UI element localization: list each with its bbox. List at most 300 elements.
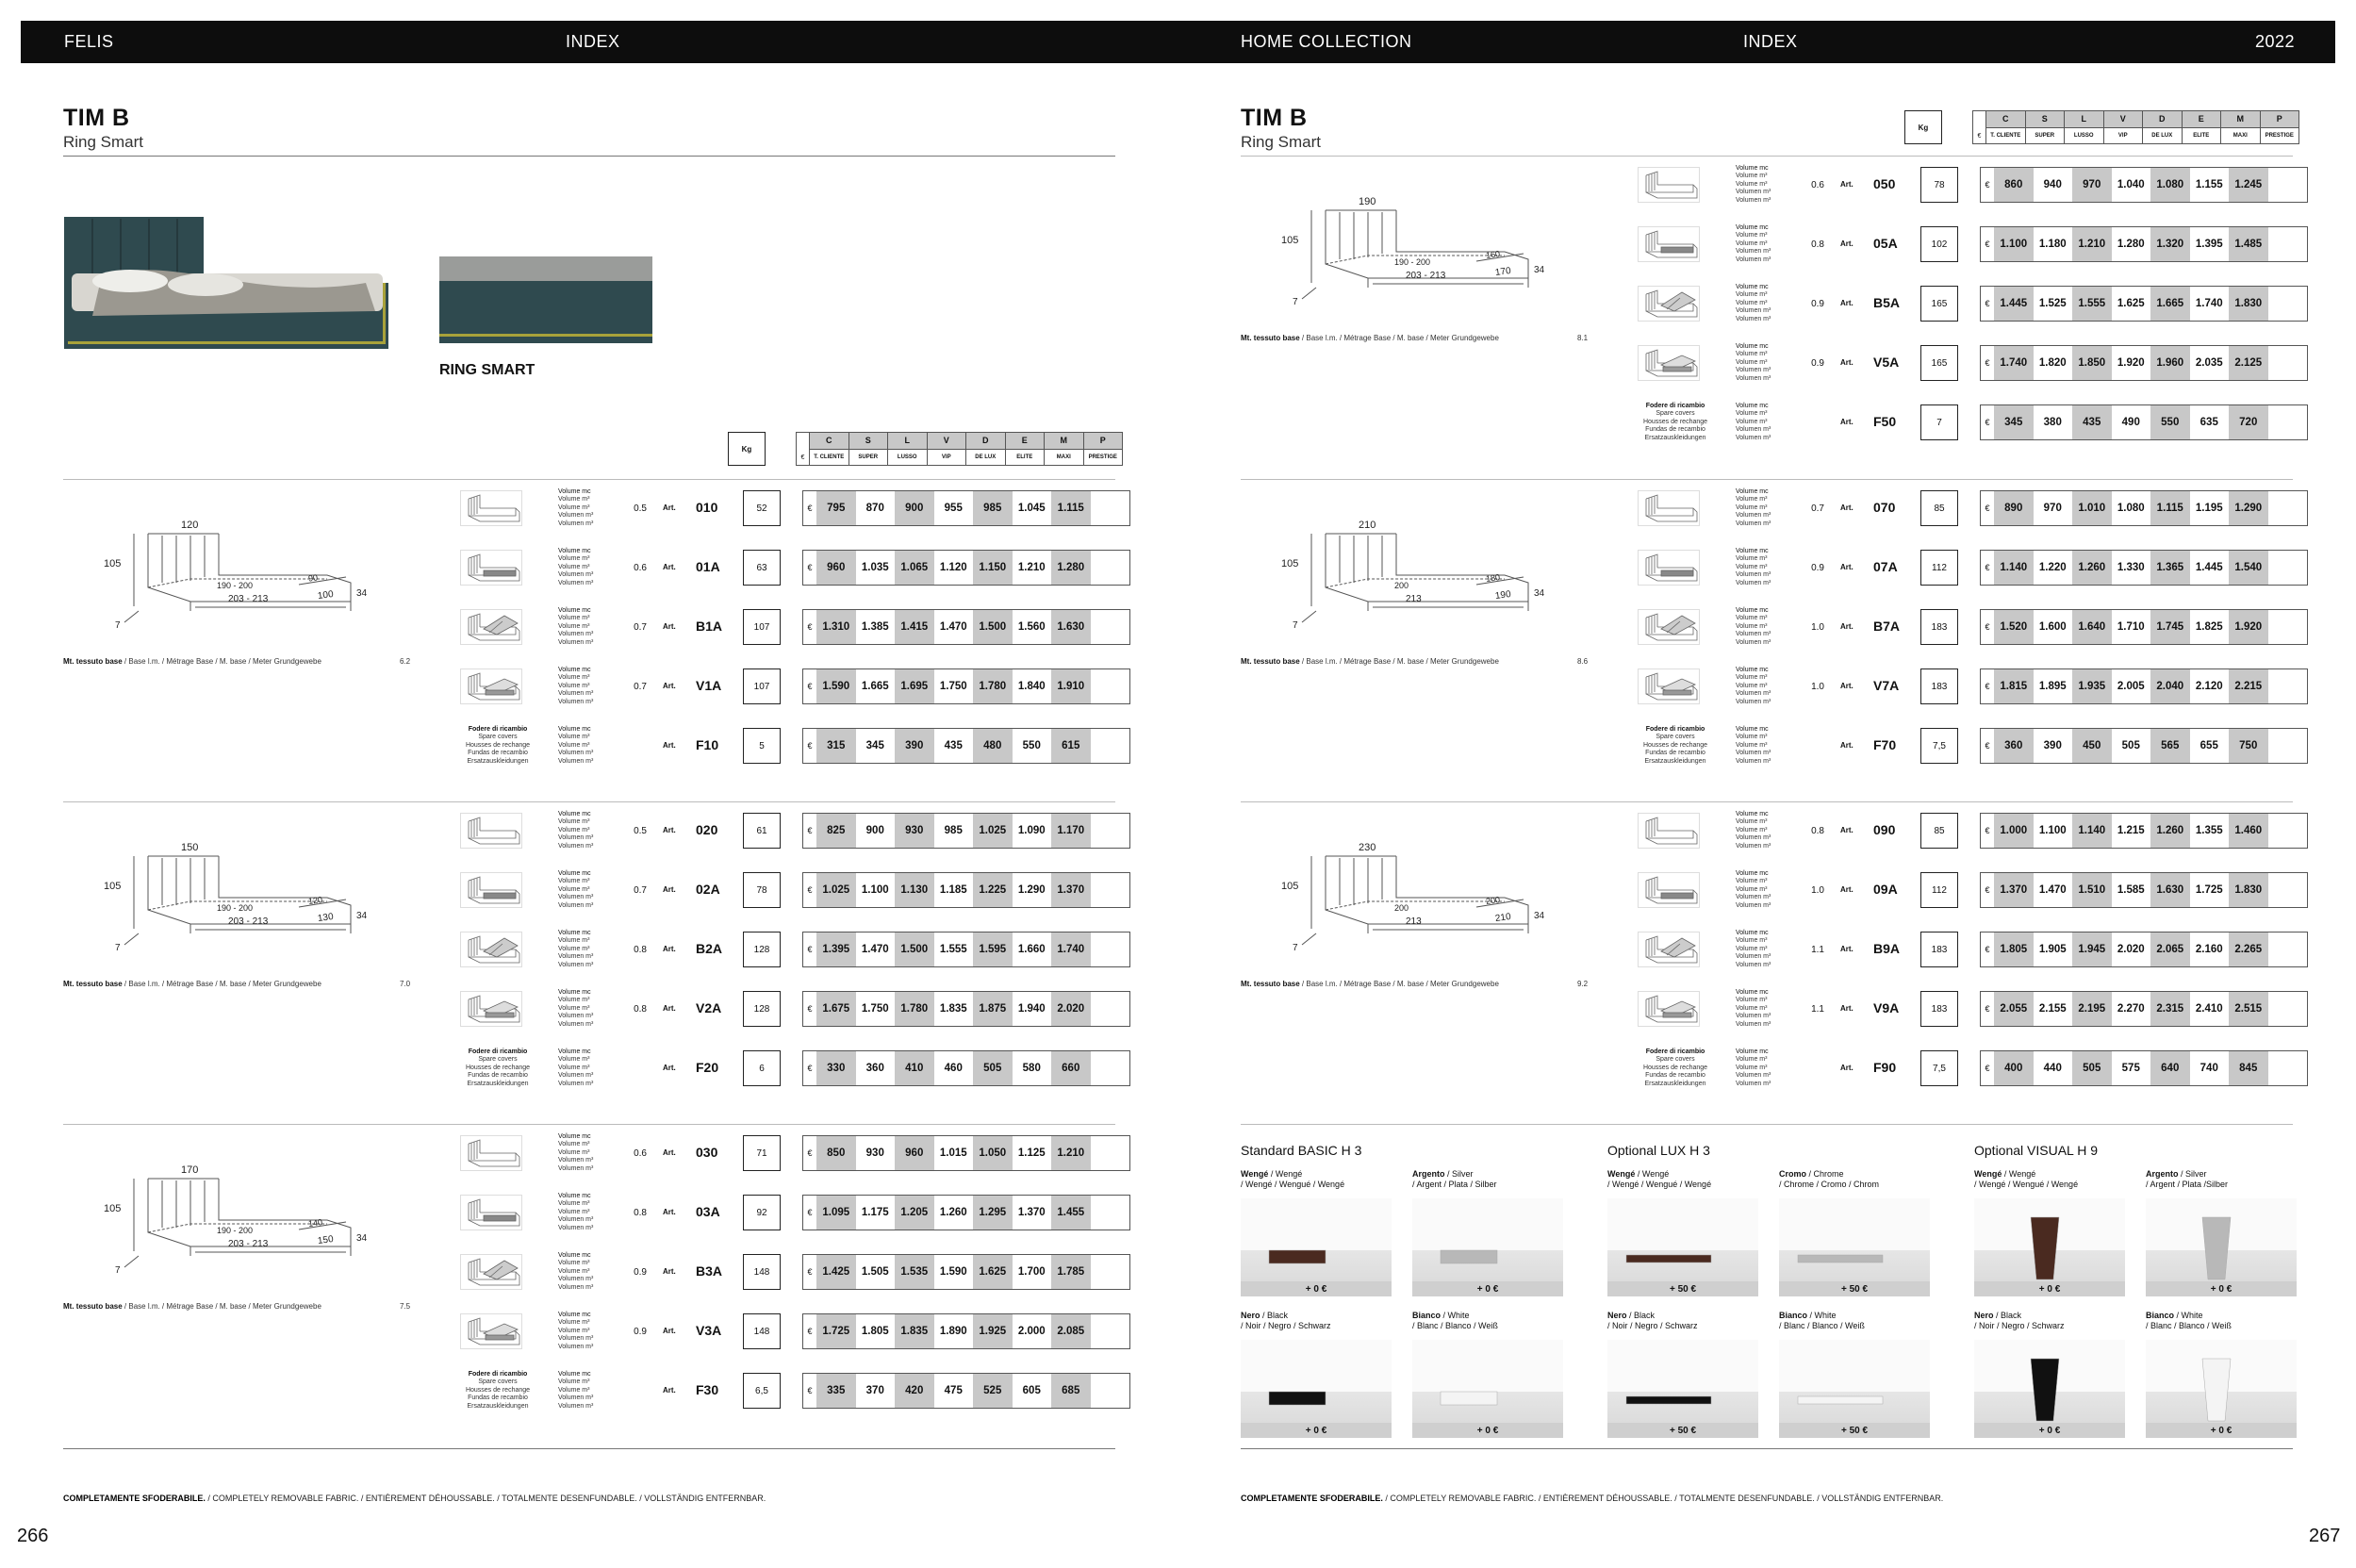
price-cell: 1.740 [1994,346,2034,380]
dimension-label: 190 - 200 [217,1226,254,1235]
page-title-right: TIM B [1241,105,1308,131]
price-cell: 2.035 [2195,357,2223,369]
dimension-label: 7 [115,943,121,953]
dimension-label: 120 [181,520,199,531]
price-cell: 845 [2229,1051,2268,1085]
price-cell: 1.370 [1051,873,1091,907]
weight-kg: 128 [743,991,781,1027]
dimension-label: 140 [307,1217,323,1229]
art-label: Art. [1840,563,1853,571]
price-cell: 985 [973,491,1013,525]
art-label: Art. [1840,503,1853,512]
dimension-label: 105 [104,1203,122,1214]
finish-swatch-image [1241,1198,1392,1281]
bed-variant-sketch [460,1195,522,1230]
article-code: B2A [696,941,723,956]
price-cell: 2.410 [2195,1003,2223,1015]
fabric-meterage: Mt. tessuto base / Base l.m. / Métrage Base / M. base / Meter Grundgewebe [63,657,321,666]
article-code: B5A [1873,295,1901,310]
price-column-header [2183,111,2222,143]
price-cell: 1.625 [973,1255,1013,1289]
price-column-header [2221,111,2261,143]
volume-value: 0.5 [634,826,647,836]
euro-symbol: € [807,622,813,632]
product-row [460,1192,1115,1233]
price-cell: 1.180 [2038,239,2067,250]
volume-labels: Volume mc Volume m³ Volume m³ Volumen m³ Volumen m³ [558,1312,594,1350]
price-cell: 1.220 [2038,562,2067,573]
art-label: Art. [663,945,676,953]
art-label: Art. [1840,239,1853,248]
price-cells [1980,490,2308,526]
spare-covers-label: Fodere di ricambio Spare covers Housses de rechange Fundas de recambio Ersatzauskleidungen [1642,1048,1708,1087]
kg-header: Kg [728,432,766,466]
euro-symbol: € [807,1327,813,1336]
price-cell: 505 [2121,740,2140,751]
page-title: TIM B [63,105,130,131]
price-cell: 1.310 [816,610,856,644]
dimension-label: 7 [115,620,121,631]
product-row [460,606,1115,648]
price-cell: 1.115 [2150,491,2190,525]
article-code: V1A [696,678,722,693]
price-cell: 1.510 [2072,873,2112,907]
product-row [1638,869,2293,911]
bed-variant-sketch [1638,226,1700,262]
bed-variant-sketch [1638,872,1700,908]
art-label: Art. [663,682,676,690]
weight-kg: 92 [743,1195,781,1230]
price-cell: 2.515 [2229,992,2268,1026]
price-column-header [928,433,967,465]
finish-name: Bianco / White / Blanc / Blanco / Weiß [1412,1311,1498,1330]
price-cells [1980,728,2308,764]
spare-covers-label: Fodere di ricambio Spare covers Housses de rechange Fundas de recambio Ersatzauskleidungen [465,726,531,765]
price-cell: 1.025 [816,873,856,907]
weight-kg: 102 [1920,226,1958,262]
price-cell: 2.195 [2072,992,2112,1026]
euro-symbol: € [1985,358,1990,368]
price-cells [1980,286,2308,322]
art-label: Art. [663,503,676,512]
weight-kg: 148 [743,1254,781,1290]
price-cell: 1.320 [2150,227,2190,261]
price-cell: 400 [1994,1051,2034,1085]
art-label: Art. [1840,682,1853,690]
article-code: F20 [696,1060,719,1075]
bed-variant-sketch [460,1254,522,1290]
price-cells [802,1135,1130,1171]
price-cell: 2.005 [2117,681,2145,692]
price-cells [1980,226,2308,262]
bed-variant-sketch [1638,932,1700,967]
product-row [460,1311,1115,1352]
article-code: 01A [696,559,720,574]
bed-variant-sketch [460,550,522,586]
article-code: 030 [696,1145,718,1160]
price-cell: 315 [816,729,856,763]
volume-value: 0.6 [634,563,647,573]
product-row [460,1370,1115,1411]
price-cell: 345 [1994,405,2034,439]
price-cell-empty [1091,1051,1129,1085]
volume-labels: Volume mc Volume m³ Volume m³ Volumen m³ Volumen m³ [558,726,594,765]
volume-value: 1.1 [1811,1004,1824,1015]
price-cell: 1.280 [2117,239,2145,250]
weight-kg: 183 [1920,609,1958,645]
price-cell: 1.820 [2038,357,2067,369]
euro-symbol: € [1985,503,1990,513]
bed-variant-sketch [1638,345,1700,381]
weight-kg: 6 [743,1050,781,1086]
art-label: Art. [663,826,676,834]
product-row [460,1132,1115,1174]
weight-kg: 71 [743,1135,781,1171]
price-cell: 505 [2072,1051,2112,1085]
weight-kg: 78 [1920,167,1958,203]
volume-value: 0.9 [1811,563,1824,573]
finish-price: + 0 € [2146,1281,2297,1296]
volume-labels: Volume mc Volume m³ Volume m³ Volumen m³ Volumen m³ [1736,607,1771,646]
price-column-letter: C [810,433,848,450]
price-cell: 1.290 [1017,884,1046,896]
price-cell: 1.825 [2195,621,2223,633]
price-cell: 1.485 [2229,227,2268,261]
price-cell: 1.560 [1017,621,1046,633]
art-label: Art. [663,1148,676,1157]
article-code: F30 [696,1382,719,1397]
volume-value: 0.9 [634,1267,647,1278]
price-cell: 1.080 [2117,503,2145,514]
volume-value: 0.9 [634,1327,647,1337]
dimension-label: 105 [104,558,122,569]
price-column-letter: S [2026,111,2065,128]
art-label: Art. [663,622,676,631]
euro-symbol: € [1985,826,1990,835]
weight-kg: 107 [743,609,781,645]
bed-dimension-diagram [1274,839,1557,962]
article-code: 03A [696,1204,720,1219]
price-cell-empty [2268,992,2307,1026]
price-cell: 490 [2121,417,2140,428]
art-label: Art. [1840,741,1853,750]
product-row [1638,1048,2293,1089]
price-cell: 900 [895,491,934,525]
price-column-name: T. CLIENTE [1990,132,2021,139]
dimension-label: 170 [181,1164,199,1176]
product-row [460,725,1115,767]
brand-label: FELIS [64,32,114,51]
dimension-label: 130 [317,911,335,925]
art-label: Art. [1840,622,1853,631]
euro-symbol: € [1985,418,1990,427]
volume-value: 1.0 [1811,682,1824,692]
fabric-meterage: Mt. tessuto base / Base l.m. / Métrage Base / M. base / Meter Grundgewebe [1241,334,1499,342]
detail-photo [439,256,652,343]
price-cell: 900 [865,825,884,836]
price-cell: 1.805 [861,1326,889,1337]
volume-labels: Volume mc Volume m³ Volume m³ Volumen m³ Volumen m³ [1736,811,1771,850]
price-cell: 685 [1051,1374,1091,1408]
price-column-letter: D [2143,111,2182,128]
price-cell: 1.840 [1017,681,1046,692]
bed-variant-sketch [460,991,522,1027]
price-cell: 1.415 [895,610,934,644]
volume-value: 0.7 [634,885,647,896]
price-column-name: SUPER [2035,132,2055,139]
weight-kg: 107 [743,668,781,704]
price-cells [802,991,1130,1027]
price-cell: 1.150 [973,551,1013,585]
price-cell: 1.120 [939,562,967,573]
price-cells [1980,813,2308,849]
volume-labels: Volume mc Volume m³ Volume m³ Volumen m³ Volumen m³ [1736,930,1771,968]
price-cell: 580 [1022,1063,1041,1074]
price-cells [802,668,1130,704]
price-column-name: DE LUX [975,454,997,460]
finish-name: Wengé / Wengé / Wengé / Wengué / Wengé [1607,1169,1712,1189]
finish-swatch-image [1241,1340,1392,1423]
art-label: Art. [1840,885,1853,894]
weight-kg: 148 [743,1313,781,1349]
price-column-name: LUSSO [2073,132,2094,139]
price-cell: 1.015 [939,1147,967,1159]
product-row [460,1048,1115,1089]
product-row [1638,547,2293,588]
euro-symbol: € [807,682,813,691]
price-cell: 1.750 [861,1003,889,1015]
volume-labels: Volume mc Volume m³ Volume m³ Volumen m³ Volumen m³ [558,1048,594,1087]
price-column-name: VIP [2117,132,2128,139]
price-cell: 1.040 [2117,179,2145,190]
euro-symbol: € [1985,299,1990,308]
price-cell: 1.660 [1017,944,1046,955]
price-cell: 1.895 [2038,681,2067,692]
finish-swatch-image [1779,1340,1930,1423]
price-cell: 1.785 [1051,1255,1091,1289]
price-column-name: MAXI [1056,454,1071,460]
dimension-label: 90 [307,572,319,584]
article-code: B9A [1873,941,1901,956]
article-code: V7A [1873,678,1900,693]
dimension-label: 230 [1359,842,1376,853]
price-cell: 1.960 [2150,346,2190,380]
price-cell: 1.815 [1994,669,2034,703]
price-cell: 1.280 [1051,551,1091,585]
price-cell: 1.025 [973,814,1013,848]
article-code: 09A [1873,882,1898,897]
dimension-label: 210 [1494,911,1512,925]
euro-symbol: € [1985,945,1990,954]
price-cell: 1.090 [1017,825,1046,836]
volume-value: 1.1 [1811,945,1824,955]
price-cell-empty [1091,1374,1129,1408]
euro-symbol: € [807,1386,813,1395]
article-code: V3A [696,1323,722,1338]
price-column-header [2104,111,2144,143]
price-cells [1980,991,2308,1027]
finish-swatch-image [2146,1198,2297,1281]
product-row [1638,223,2293,265]
price-cell: 1.500 [895,933,934,966]
price-cell: 1.640 [2072,610,2112,644]
article-code: F50 [1873,414,1897,429]
price-cell: 2.085 [1051,1314,1091,1348]
product-row [1638,342,2293,384]
price-cell: 420 [895,1374,934,1408]
price-cell: 1.395 [816,933,856,966]
page-subtitle: Ring Smart [63,133,144,151]
spare-covers-label: Fodere di ricambio Spare covers Housses de rechange Fundas de recambio Ersatzauskleidungen [1642,726,1708,765]
finish-group-heading: Optional LUX H 3 [1607,1143,1710,1158]
price-cell: 1.905 [2038,944,2067,955]
finish-price: + 50 € [1607,1423,1758,1438]
price-cell: 1.595 [973,933,1013,966]
price-column-header [2143,111,2183,143]
dimension-label: 180 [1485,572,1501,584]
price-cell: 825 [816,814,856,848]
art-label: Art. [1840,1004,1853,1013]
finish-price: + 0 € [1974,1423,2125,1438]
price-cell: 1.675 [816,992,856,1026]
price-cell: 750 [2229,729,2268,763]
finish-price: + 0 € [1241,1281,1392,1296]
bed-variant-sketch [1638,550,1700,586]
weight-kg: 183 [1920,932,1958,967]
header-bar [21,21,2335,63]
price-cell: 2.040 [2150,669,2190,703]
art-label: Art. [663,1267,676,1276]
price-cell-empty [2268,227,2307,261]
art-label: Art. [663,885,676,894]
bed-variant-sketch [460,813,522,849]
bed-variant-sketch [1638,167,1700,203]
article-code: F90 [1873,1060,1897,1075]
price-cell: 655 [2199,740,2218,751]
price-cell: 740 [2199,1063,2218,1074]
bed-dimension-diagram [1274,193,1557,316]
price-column-letter: S [849,433,888,450]
volume-labels: Volume mc Volume m³ Volume m³ Volumen m³ Volumen m³ [1736,224,1771,263]
euro-symbol: € [1985,741,1990,751]
article-code: 090 [1873,822,1896,837]
euro-symbol: € [807,563,813,572]
price-cells [1980,932,2308,967]
finish-name: Wengé / Wengé / Wengé / Wengué / Wengé [1241,1169,1345,1189]
price-cell: 795 [816,491,856,525]
volume-value: 0.5 [634,503,647,514]
price-cell: 1.470 [861,944,889,955]
price-cell: 970 [2072,168,2112,202]
price-column-name: T. CLIENTE [814,454,845,460]
price-cell: 1.630 [2150,873,2190,907]
price-cell: 1.295 [973,1196,1013,1230]
volume-labels: Volume mc Volume m³ Volume m³ Volumen m³ Volumen m³ [1736,667,1771,705]
volume-value: 0.8 [634,1208,647,1218]
price-cell: 1.365 [2150,551,2190,585]
article-code: B3A [696,1263,723,1279]
price-cells [1980,1050,2308,1086]
euro-symbol: € [1985,622,1990,632]
bed-variant-sketch [460,668,522,704]
finish-swatch-image [1607,1198,1758,1281]
bed-variant-sketch [1638,609,1700,645]
price-cell: 1.585 [2117,884,2145,896]
price-column-letter: P [1084,433,1123,450]
collection-label: HOME COLLECTION [1241,32,1412,51]
price-cell: 345 [865,740,884,751]
volume-labels: Volume mc Volume m³ Volume m³ Volumen m³ Volumen m³ [1736,870,1771,909]
price-cell: 1.725 [2195,884,2223,896]
art-label: Art. [663,1064,676,1072]
product-row [1638,929,2293,970]
price-cell: 1.215 [2117,825,2145,836]
price-cells [802,550,1130,586]
section-divider [1241,801,2293,802]
price-cell: 985 [944,825,963,836]
price-cell-empty [2268,346,2307,380]
finish-name: Cromo / Chrome / Chrome / Cromo / Chrom [1779,1169,1880,1189]
finish-swatch-image [2146,1340,2297,1423]
price-cell: 1.455 [1051,1196,1091,1230]
price-header-right [1972,110,2299,144]
article-code: 07A [1873,559,1898,574]
price-cell: 1.000 [1994,814,2034,848]
volume-labels: Volume mc Volume m³ Volume m³ Volumen m³ Volumen m³ [558,930,594,968]
price-column-header [810,433,849,465]
euro-symbol: € [807,1064,813,1073]
price-cell: 1.205 [895,1196,934,1230]
dimension-label: 105 [1281,235,1299,246]
article-code: 020 [696,822,718,837]
dimension-label: 150 [317,1233,335,1247]
section-divider [63,1124,1115,1125]
price-cells [1980,345,2308,381]
euro-symbol: € [1985,1064,1990,1073]
price-cell: 1.745 [2150,610,2190,644]
price-cell: 460 [944,1063,963,1074]
price-cell: 940 [2043,179,2062,190]
bed-dimension-diagram [96,839,379,962]
dimension-label: 203 - 213 [228,594,269,604]
euro-symbol: € [1985,682,1990,691]
dimension-label: 34 [1534,265,1545,275]
price-column-header [2065,111,2104,143]
volume-value: 0.8 [1811,239,1824,250]
article-code: 02A [696,882,720,897]
finish-name: Argento / Silver / Argent / Plata /Silber [2146,1169,2229,1189]
fabric-meterage-value: 8.1 [1577,334,1589,342]
weight-kg: 85 [1920,813,1958,849]
price-cell: 1.130 [895,873,934,907]
price-cell-empty [1091,933,1129,966]
volume-labels: Volume mc Volume m³ Volume m³ Volumen m³ Volumen m³ [558,607,594,646]
price-cell-empty [1091,551,1129,585]
price-cell: 1.835 [939,1003,967,1015]
price-cells [1980,872,2308,908]
spare-covers-label: Fodere di ricambio Spare covers Housses de rechange Fundas de recambio Ersatzauskleidungen [465,1371,531,1410]
price-cell: 1.590 [939,1266,967,1278]
price-cell-empty [2268,491,2307,525]
price-cell: 1.665 [861,681,889,692]
bed-photo [64,217,388,349]
price-cell: 1.750 [939,681,967,692]
price-column-name: ELITE [1016,454,1033,460]
price-cell: 2.000 [1017,1326,1046,1337]
price-cell: 1.925 [973,1314,1013,1348]
fabric-meterage-value: 8.6 [1577,657,1589,666]
art-label: Art. [663,741,676,750]
